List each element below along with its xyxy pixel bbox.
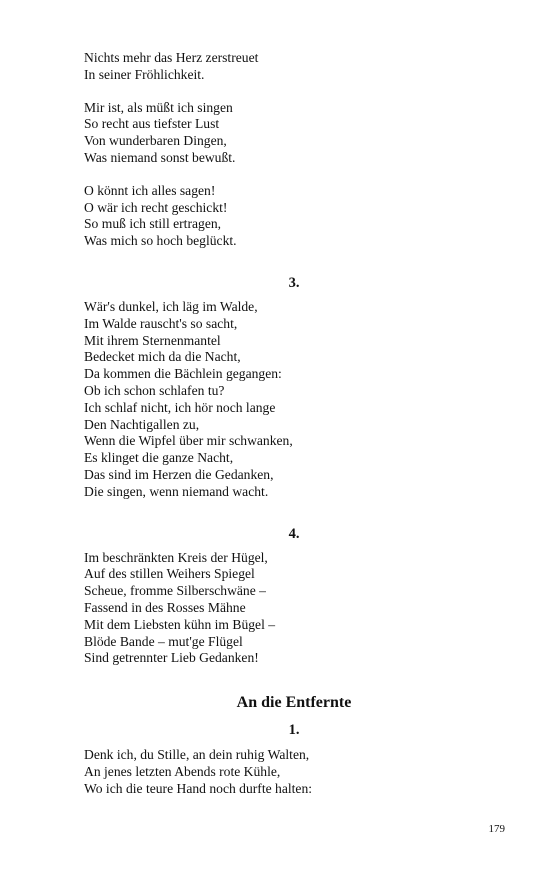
verse-line: Denk ich, du Stille, an dein ruhig Walten, (84, 747, 310, 763)
verse-line: Den Nachtigallen zu, (84, 416, 200, 432)
verse-line: Wo ich die teure Hand noch durfte halten: (84, 780, 313, 796)
verse-line: Blöde Bande – mut'ge Flügel (84, 633, 243, 649)
verse-line: Ich schlaf nicht, ich hör noch lange (84, 399, 276, 415)
verse-line: Was mich so hoch beglückt. (84, 233, 237, 249)
next-poem-stanza (84, 747, 504, 797)
verse-line: Ob ich schon schlafen tu? (84, 382, 225, 398)
verse-line: Nichts mehr das Herz zerstreuet (84, 50, 259, 65)
verse-line: Im beschränkten Kreis der Hügel, (84, 549, 268, 565)
verse-line: Scheue, fromme Silberschwäne – (84, 583, 266, 599)
verse-line: Von wunderbaren Dingen, (84, 133, 227, 149)
stanza-3 (84, 183, 504, 250)
page-number: 179 (488, 823, 505, 835)
section-3-stanza (84, 299, 504, 501)
verse-line: So muß ich still ertragen, (84, 216, 222, 232)
section-number-4: 4. (288, 525, 300, 542)
verse-line: Die singen, wenn niemand wacht. (84, 483, 269, 499)
verse-line: In seiner Fröhlichkeit. (84, 66, 205, 82)
verse-line: So recht aus tiefster Lust (84, 116, 220, 132)
verse-line: Mit dem Liebsten kühn im Bügel – (84, 616, 276, 632)
section-4-stanza (84, 550, 504, 668)
poem-title: An die Entfernte (236, 694, 352, 712)
stanza-1 (84, 50, 504, 84)
section-number-1: 1. (288, 722, 300, 739)
verse-line: Da kommen die Bächlein gegangen: (84, 366, 282, 382)
page-body (84, 50, 504, 798)
section-number-3: 3. (288, 274, 300, 291)
verse-line: Mir ist, als müßt ich singen (84, 99, 233, 115)
verse-line: Fassend in des Rosses Mähne (84, 599, 246, 615)
verse-line: Das sind im Herzen die Gedanken, (84, 466, 274, 482)
verse-line: An jenes letzten Abends rote Kühle, (84, 763, 281, 779)
verse-line: Mit ihrem Sternenmantel (84, 332, 221, 348)
stanza-2 (84, 100, 504, 167)
verse-line: O könnt ich alles sagen! (84, 182, 216, 198)
verse-line: Wär's dunkel, ich läg im Walde, (84, 298, 258, 314)
verse-line: Auf des stillen Weihers Spiegel (84, 566, 255, 582)
verse-line: Im Walde rauscht's so sacht, (84, 315, 238, 331)
verse-line: Sind getrennter Lieb Gedanken! (84, 650, 259, 666)
verse-line: Bedecket mich da die Nacht, (84, 349, 241, 365)
verse-line: Was niemand sonst bewußt. (84, 149, 236, 165)
verse-line: Es klinget die ganze Nacht, (84, 450, 234, 466)
verse-line: O wär ich recht geschickt! (84, 199, 228, 215)
verse-line: Wenn die Wipfel über mir schwanken, (84, 433, 293, 449)
